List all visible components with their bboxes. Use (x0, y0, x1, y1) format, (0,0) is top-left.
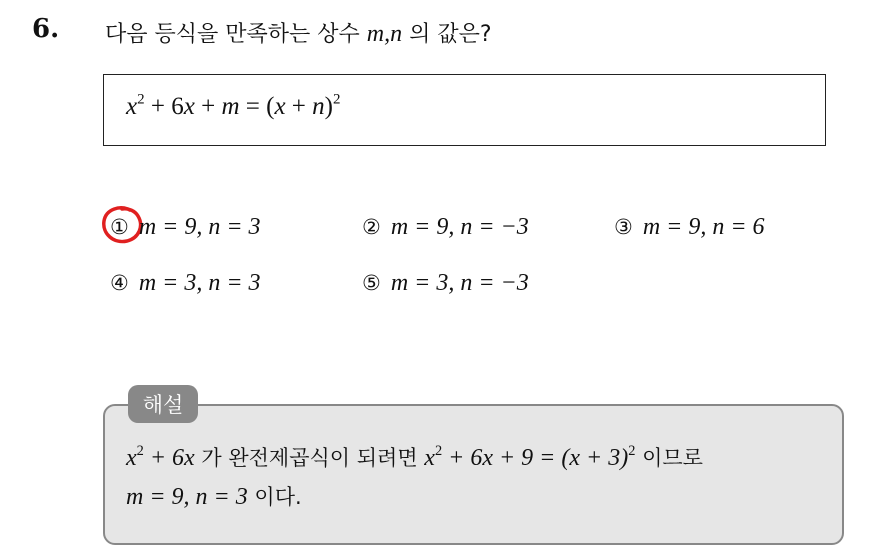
eq-close: ) (324, 93, 333, 120)
choice-5-mark: ⑤ (362, 271, 381, 295)
eq-plus: + (194, 93, 222, 120)
sol-x2: x (424, 445, 435, 471)
sol-exp2: 2 (434, 442, 443, 459)
question-vars: m,n (366, 21, 403, 47)
choice-5-text: m = 3, n = −3 (390, 270, 529, 296)
eq-x: x (126, 93, 138, 120)
sol-expr: + 6x + 9 = (x + 3) (442, 445, 629, 471)
eq-m: m (221, 93, 240, 120)
choice-4-text: m = 3, n = 3 (138, 270, 261, 296)
solution-box (103, 404, 844, 545)
sol-6x: + 6x (143, 445, 195, 471)
eq-plus2: + (285, 93, 313, 120)
eq-exp: 2 (137, 91, 145, 108)
choice-3-text: m = 9, n = 6 (642, 214, 765, 240)
question-tail: 의 값은? (409, 22, 492, 47)
choice-1-mark: ① (110, 215, 129, 239)
sol-exp: 2 (136, 442, 144, 459)
eq-x2: x (183, 93, 195, 120)
solution-line-1 (126, 442, 703, 472)
choice-1[interactable] (110, 214, 261, 241)
sol-ko2: 이므로 (635, 446, 703, 470)
question-text (105, 17, 492, 48)
eq-equals: = ( (239, 93, 275, 120)
question-lead: 다음 등식을 만족하는 상수 (105, 22, 360, 47)
choice-1-text: m = 9, n = 3 (138, 214, 261, 240)
solution-line-2 (126, 481, 302, 511)
sol-x: x (126, 445, 137, 471)
choice-2-mark: ② (362, 215, 381, 239)
choice-4[interactable] (110, 270, 261, 297)
eq-exp2: 2 (332, 91, 341, 108)
choice-2-text: m = 9, n = −3 (390, 214, 529, 240)
equation (126, 93, 340, 121)
sol-ko3: 이다. (247, 485, 302, 509)
sol-exp3: 2 (628, 442, 636, 459)
equation-box (103, 74, 826, 146)
choice-4-mark: ④ (110, 271, 129, 295)
eq-n: n (312, 93, 325, 120)
choice-5[interactable] (362, 270, 529, 297)
sol-answer: m = 9, n = 3 (126, 484, 248, 510)
sol-ko1: 가 완전제곱식이 되려면 (194, 446, 425, 470)
choice-3[interactable] (614, 214, 765, 241)
choice-2[interactable] (362, 214, 529, 241)
eq-x3: x (274, 93, 286, 120)
eq-mid: + 6 (144, 93, 184, 120)
choice-3-mark: ③ (614, 215, 633, 239)
solution-tag: 해설 (128, 385, 198, 423)
problem-number: 6. (32, 14, 60, 44)
